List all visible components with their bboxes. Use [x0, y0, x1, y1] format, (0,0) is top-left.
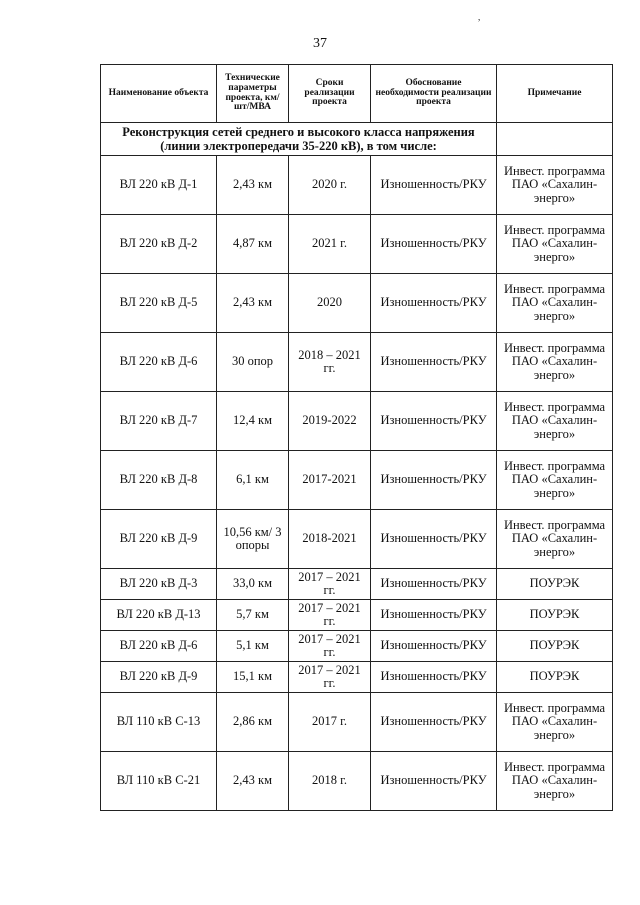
- table-row: [101, 392, 613, 451]
- tech-params-cell: 2,43 км: [217, 274, 289, 333]
- justification-cell: Изношенность/РКУ: [371, 274, 497, 333]
- header-justification: Обоснование необходимости реализации проекта: [371, 65, 497, 123]
- justification-cell: Изношенность/РКУ: [371, 569, 497, 600]
- note-cell: Инвест. программа ПАО «Сахалин-энерго»: [497, 215, 613, 274]
- term-cell: 2017 – 2021 гг.: [289, 662, 371, 693]
- section-title: Реконструкция сетей среднего и высокого класса напряжения (линии электропередачи 35-220 кВ), в том числе:: [101, 123, 497, 156]
- table-row: [101, 693, 613, 752]
- term-cell: 2020 г.: [289, 156, 371, 215]
- object-name-cell: ВЛ 110 кВ С-21: [101, 752, 217, 811]
- tech-params-cell: 2,86 км: [217, 693, 289, 752]
- object-name-cell: ВЛ 110 кВ С-13: [101, 693, 217, 752]
- term-cell: 2018-2021: [289, 510, 371, 569]
- object-name-cell: ВЛ 220 кВ Д-6: [101, 631, 217, 662]
- tech-params-cell: 6,1 км: [217, 451, 289, 510]
- note-cell: ПОУРЭК: [497, 631, 613, 662]
- note-cell: Инвест. программа ПАО «Сахалин-энерго»: [497, 392, 613, 451]
- justification-cell: Изношенность/РКУ: [371, 752, 497, 811]
- object-name-cell: ВЛ 220 кВ Д-7: [101, 392, 217, 451]
- note-cell: Инвест. программа ПАО «Сахалин-энерго»: [497, 451, 613, 510]
- object-name-cell: ВЛ 220 кВ Д-9: [101, 510, 217, 569]
- tech-params-cell: 10,56 км/ 3 опоры: [217, 510, 289, 569]
- table-row: [101, 274, 613, 333]
- table-header-row: [101, 65, 613, 123]
- object-name-cell: ВЛ 220 кВ Д-6: [101, 333, 217, 392]
- section-row: [101, 123, 613, 156]
- tech-params-cell: 5,7 км: [217, 600, 289, 631]
- justification-cell: Изношенность/РКУ: [371, 215, 497, 274]
- term-cell: 2020: [289, 274, 371, 333]
- term-cell: 2017 – 2021 гг.: [289, 600, 371, 631]
- tech-params-cell: 30 опор: [217, 333, 289, 392]
- tech-params-cell: 4,87 км: [217, 215, 289, 274]
- object-name-cell: ВЛ 220 кВ Д-9: [101, 662, 217, 693]
- object-name-cell: ВЛ 220 кВ Д-3: [101, 569, 217, 600]
- page-number: 37: [313, 36, 327, 51]
- object-name-cell: ВЛ 220 кВ Д-1: [101, 156, 217, 215]
- justification-cell: Изношенность/РКУ: [371, 510, 497, 569]
- note-cell: Инвест. программа ПАО «Сахалин-энерго»: [497, 693, 613, 752]
- note-cell: Инвест. программа ПАО «Сахалин-энерго»: [497, 510, 613, 569]
- term-cell: 2019-2022: [289, 392, 371, 451]
- tech-params-cell: 2,43 км: [217, 752, 289, 811]
- term-cell: 2017 – 2021 гг.: [289, 631, 371, 662]
- table-row: [101, 752, 613, 811]
- justification-cell: Изношенность/РКУ: [371, 333, 497, 392]
- tech-params-cell: 33,0 км: [217, 569, 289, 600]
- table-row: [101, 631, 613, 662]
- note-cell: Инвест. программа ПАО «Сахалин-энерго»: [497, 156, 613, 215]
- header-object-name: Наименование объекта: [101, 65, 217, 123]
- table-row: [101, 662, 613, 693]
- note-cell: ПОУРЭК: [497, 600, 613, 631]
- term-cell: 2017-2021: [289, 451, 371, 510]
- table-row: [101, 333, 613, 392]
- header-tech-params: Технические параметры проекта, км/шт/МВА: [217, 65, 289, 123]
- justification-cell: Изношенность/РКУ: [371, 600, 497, 631]
- object-name-cell: ВЛ 220 кВ Д-13: [101, 600, 217, 631]
- note-cell: ПОУРЭК: [497, 662, 613, 693]
- term-cell: 2021 г.: [289, 215, 371, 274]
- table-row: [101, 510, 613, 569]
- table-row: [101, 451, 613, 510]
- table-row: [101, 600, 613, 631]
- tech-params-cell: 2,43 км: [217, 156, 289, 215]
- justification-cell: Изношенность/РКУ: [371, 693, 497, 752]
- header-terms: Сроки реализации проекта: [289, 65, 371, 123]
- justification-cell: Изношенность/РКУ: [371, 631, 497, 662]
- table-row: [101, 156, 613, 215]
- term-cell: 2017 – 2021 гг.: [289, 569, 371, 600]
- note-cell: Инвест. программа ПАО «Сахалин-энерго»: [497, 274, 613, 333]
- object-name-cell: ВЛ 220 кВ Д-5: [101, 274, 217, 333]
- justification-cell: Изношенность/РКУ: [371, 156, 497, 215]
- justification-cell: Изношенность/РКУ: [371, 451, 497, 510]
- header-note: Примечание: [497, 65, 613, 123]
- justification-cell: Изношенность/РКУ: [371, 392, 497, 451]
- tech-params-cell: 12,4 км: [217, 392, 289, 451]
- tech-params-cell: 15,1 км: [217, 662, 289, 693]
- tech-params-cell: 5,1 км: [217, 631, 289, 662]
- object-name-cell: ВЛ 220 кВ Д-8: [101, 451, 217, 510]
- object-name-cell: ВЛ 220 кВ Д-2: [101, 215, 217, 274]
- note-cell: ПОУРЭК: [497, 569, 613, 600]
- note-cell: Инвест. программа ПАО «Сахалин-энерго»: [497, 333, 613, 392]
- justification-cell: Изношенность/РКУ: [371, 662, 497, 693]
- table-row: [101, 569, 613, 600]
- projects-table: [100, 64, 613, 811]
- section-note-empty: [497, 123, 613, 156]
- term-cell: 2018 – 2021 гг.: [289, 333, 371, 392]
- term-cell: 2017 г.: [289, 693, 371, 752]
- note-cell: Инвест. программа ПАО «Сахалин-энерго»: [497, 752, 613, 811]
- scan-mark: ,: [478, 12, 481, 22]
- term-cell: 2018 г.: [289, 752, 371, 811]
- table-row: [101, 215, 613, 274]
